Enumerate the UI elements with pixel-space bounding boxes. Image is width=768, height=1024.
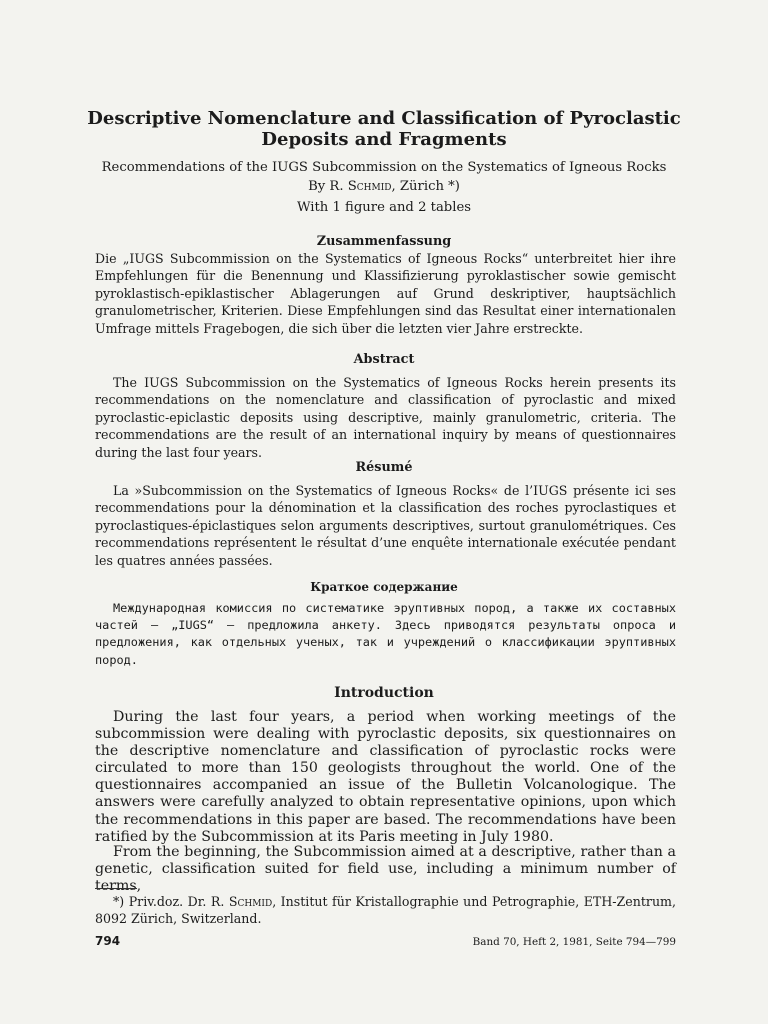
byline-suffix: , Zürich *) <box>391 179 460 194</box>
footnote-prefix: *) Priv.doz. Dr. R. <box>113 894 229 909</box>
footnote-author-surname: Schmid <box>228 894 273 909</box>
russian-heading: Краткое содержание <box>310 580 458 594</box>
introduction-heading: Introduction <box>334 685 434 701</box>
introduction-paragraph-2: From the beginning, the Subcommission aimed at a descriptive, rather than a genetic, classification suited for field use, including a minimum number of terms, <box>95 844 676 895</box>
paper-title: Descriptive Nomenclature and Classification of Pyroclastic Deposits and Fragments <box>87 108 681 150</box>
abstract-heading: Abstract <box>353 352 415 367</box>
resume-heading: Résumé <box>355 460 413 475</box>
figure-table-count: With 1 figure and 2 tables <box>296 200 472 215</box>
abstract-text: The IUGS Subcommission on the Systematics of Igneous Rocks herein presents its recommendations on the nomenclature and classification of pyroclastic and mixed pyroclastic-epiclastic deposits using descriptive, mainly granulometric, criteria. The recommendations are the result of an international inquiry by means of questionnaires during the last four years. <box>95 375 676 460</box>
author-surname: Schmid <box>347 179 392 194</box>
paper-subtitle: Recommendations of the IUGS Subcommission on the Systematics of Igneous Rocks <box>101 160 667 175</box>
russian-text: Международная комиссия по систематике эруптивных пород, а также их составных частей – „IUGS“ – предложила анкету. Здесь приводятся результаты опроса и предложения, как отдельных ученых, так и учреждений о классификации эруптивных пород. <box>95 601 676 667</box>
byline-prefix: By R. <box>308 179 348 194</box>
zusammenfassung-text: Die „IUGS Subcommission on the Systematics of Igneous Rocks“ unterbreitet hier ihre Empfehlungen für die Benennung und Klassifizierung pyroklastischer sowie gemischt pyroklastisch-epiklastischer Ablagerungen auf Grund deskriptiver, hauptsächlich granulometrischer, Kriterien. Diese Empfehlungen sind das Resultat einer internationalen Umfrage mittels Fragebogen, die sich über die letzten vier Jahre erstreckte. <box>95 251 676 336</box>
introduction-paragraph-1: During the last four years, a period when working meetings of the subcommission were dealing with pyroclastic deposits, six questionnaires on the descriptive nomenclature and classification of pyroclastic rocks were circulated to more than 150 geologists throughout the world. One of the questionnaires accompanied an issue of the Bulletin Volcanologique. The answers were carefully analyzed to obtain representative opinions, upon which the recommendations in this paper are based. The recommendations have been ratified by the Subcommission at its Paris meeting in July 1980. <box>95 709 676 845</box>
journal-reference: Band 70, Heft 2, 1981, Seite 794—799 <box>472 936 676 948</box>
page-number: 794 <box>95 934 121 948</box>
footnote-rule <box>95 888 137 889</box>
zusammenfassung-heading: Zusammenfassung <box>316 234 452 249</box>
footnote-suffix: , Institut für Kristallographie und Petrographie, ETH-Zentrum, 8092 Zürich, Switzerland. <box>95 894 677 927</box>
footnote <box>95 893 676 928</box>
author-byline <box>60 177 708 196</box>
resume-text: La »Subcommission on the Systematics of Igneous Rocks« de l’IUGS présente ici ses recommendations pour la dénomination et la classification des roches pyroclastiques et pyroclastiques-épiclastiques selon arguments descriptives, surtout granulométriques. Ces recommendations représentent le résultat d’une enquête internationale exécutée pendant les quatres années passées. <box>95 483 676 568</box>
